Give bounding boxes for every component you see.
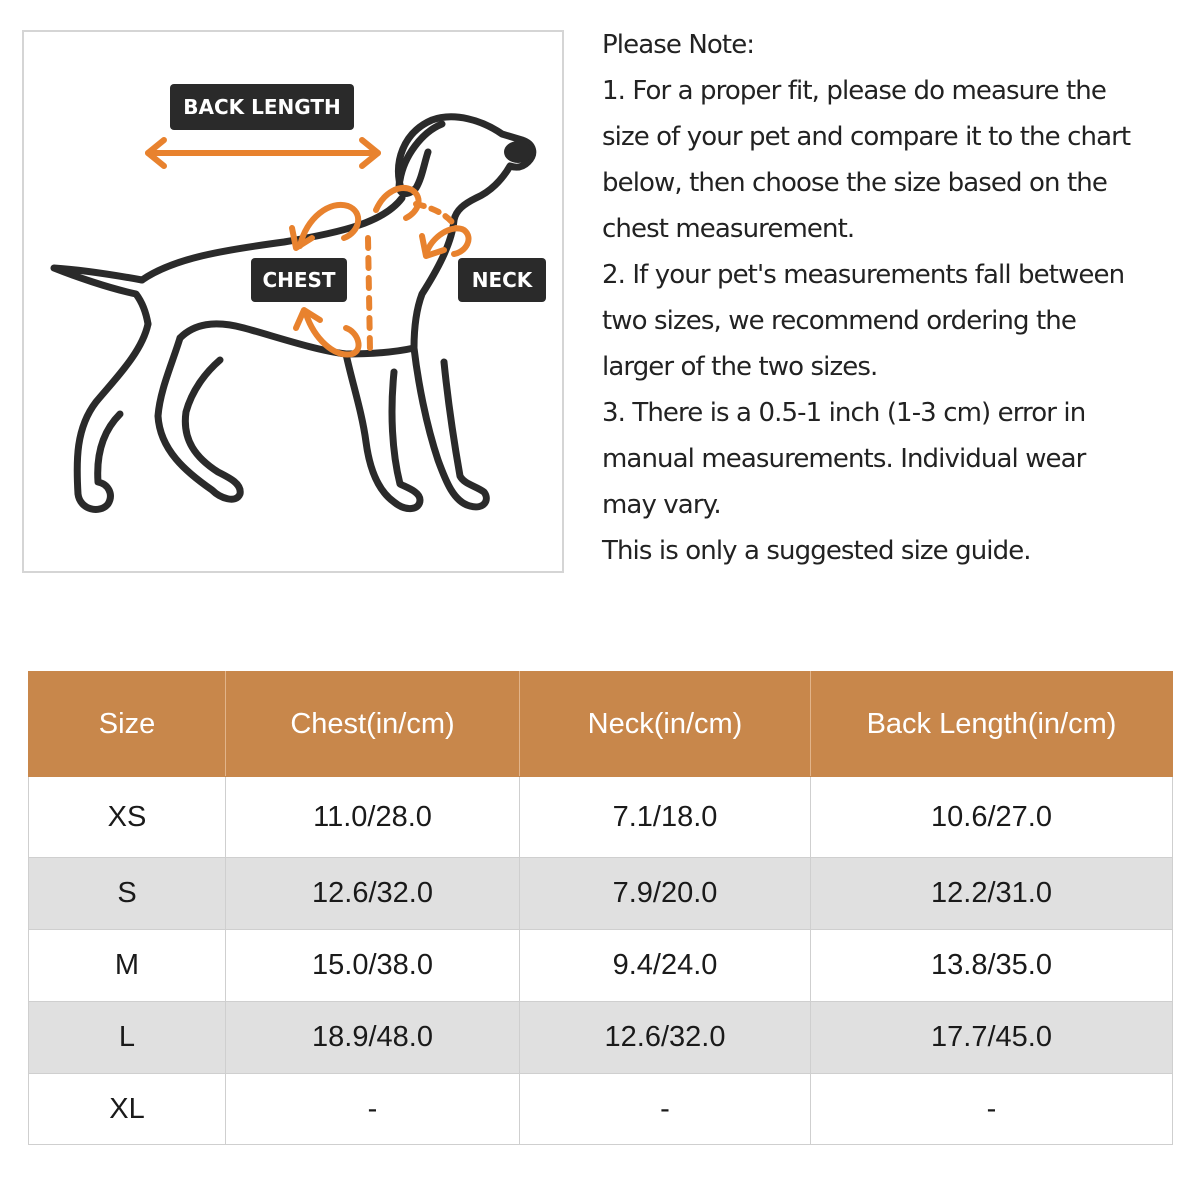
back-length-cell: 10.6/27.0: [811, 777, 1173, 858]
note-line: manual measurements. Individual wear: [602, 444, 1086, 474]
note-heading: Please Note:: [602, 30, 755, 60]
size-chart-table: [28, 671, 1173, 1145]
size-cell: XL: [29, 1074, 226, 1145]
note-line: below, then choose the size based on the: [602, 168, 1107, 198]
note-line: This is only a suggested size guide.: [602, 536, 1031, 566]
note-line: size of your pet and compare it to the chart: [602, 122, 1131, 152]
neck-cell: -: [520, 1074, 811, 1145]
table-header-row: [29, 672, 1173, 777]
back-length-label: BACK LENGTH: [170, 84, 354, 130]
chest-dashed-line: [368, 238, 370, 350]
chest-cell: 15.0/38.0: [226, 930, 520, 1002]
table-row: [29, 930, 1173, 1002]
table-row: [29, 1002, 1173, 1074]
back-length-cell: 13.8/35.0: [811, 930, 1173, 1002]
note-line: chest measurement.: [602, 214, 855, 244]
nose-mark: [504, 141, 532, 163]
neck-cell: 9.4/24.0: [520, 930, 811, 1002]
chest-label: CHEST: [251, 258, 347, 302]
note-line: two sizes, we recommend ordering the: [602, 306, 1076, 336]
note-line: 1. For a proper fit, please do measure the: [602, 76, 1106, 106]
table-row: [29, 777, 1173, 858]
please-note-text: [602, 22, 1192, 574]
note-line: 2. If your pet's measurements fall between: [602, 260, 1125, 290]
note-line: may vary.: [602, 490, 721, 520]
chest-cell: -: [226, 1074, 520, 1145]
neck-label: NECK: [458, 258, 546, 302]
measurement-diagram: [22, 30, 564, 573]
column-header-size: Size: [29, 672, 226, 777]
chest-cell: 11.0/28.0: [226, 777, 520, 858]
neck-cell: 7.1/18.0: [520, 777, 811, 858]
note-line: larger of the two sizes.: [602, 352, 878, 382]
table-row: [29, 858, 1173, 930]
neck-cell: 7.9/20.0: [520, 858, 811, 930]
note-line: 3. There is a 0.5-1 inch (1-3 cm) error in: [602, 398, 1086, 428]
size-cell: XS: [29, 777, 226, 858]
neck-cell: 12.6/32.0: [520, 1002, 811, 1074]
dog-outline: [54, 117, 533, 510]
chest-cell: 12.6/32.0: [226, 858, 520, 930]
table-row: [29, 1074, 1173, 1145]
size-cell: S: [29, 858, 226, 930]
column-header-back-length: Back Length(in/cm): [811, 672, 1173, 777]
chest-cell: 18.9/48.0: [226, 1002, 520, 1074]
column-header-neck: Neck(in/cm): [520, 672, 811, 777]
back-length-cell: 17.7/45.0: [811, 1002, 1173, 1074]
back-length-cell: -: [811, 1074, 1173, 1145]
back-length-cell: 12.2/31.0: [811, 858, 1173, 930]
size-cell: L: [29, 1002, 226, 1074]
column-header-chest: Chest(in/cm): [226, 672, 520, 777]
size-cell: M: [29, 930, 226, 1002]
